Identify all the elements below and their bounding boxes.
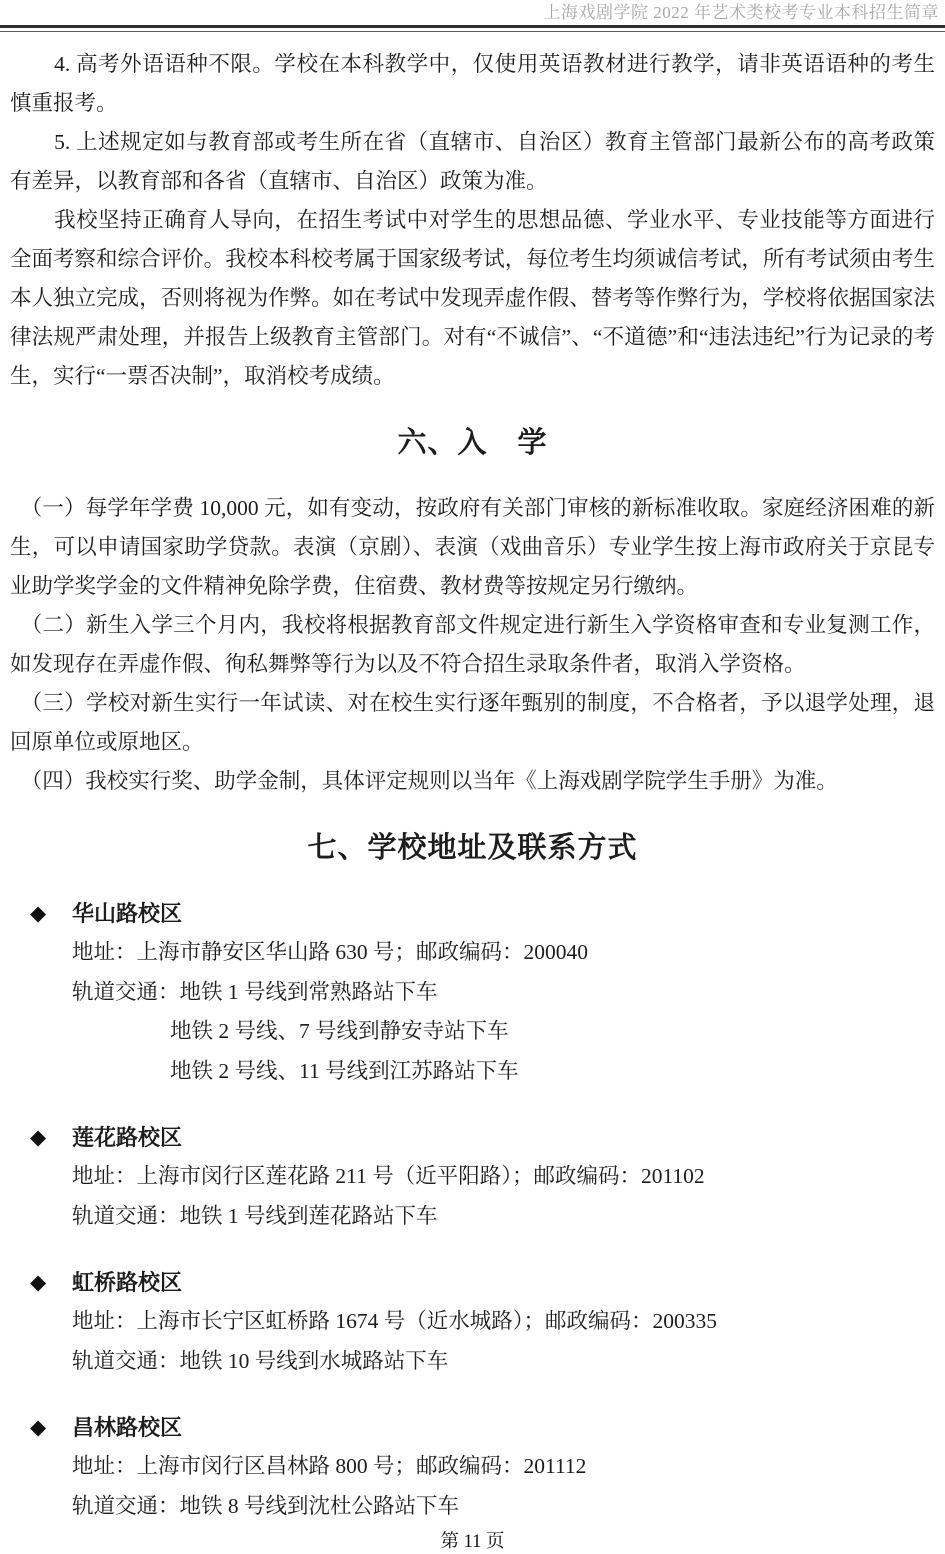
campus-address: 地址：上海市长宁区虹桥路 1674 号（近水城路）；邮政编码：200335 [72,1309,718,1333]
document-content [0,45,945,1526]
diamond-bullet-icon: ◆ [30,901,47,925]
campus-header [10,1118,935,1157]
campus-details [72,1302,935,1381]
campus-changlin-road [10,1408,935,1526]
campus-hongqiao-road [10,1263,935,1381]
paragraph-integrity: 我校坚持正确育人导向，在招生考试中对学生的思想品德、学业水平、专业技能等方面进行全面考察和综合评价。我校本科校考属于国家级考试，每位考生均须诚信考试，所有考试须由考生本人独立完成，否则将视为作弊。如在考试中发现弄虚作假、替考等作弊行为，学校将依据国家法律法规严肃处理，并报告上级教育主管部门。对有“不诚信”、“不道德”和“违法违纪”行为记录的考生，实行“一票否决制”，取消校考成绩。 [10,208,935,388]
campus-header [10,1263,935,1302]
campus-huashan-road [10,894,935,1091]
page-header [0,0,945,32]
paragraph-rule-5: 5. 上述规定如与教育部或考生所在省（直辖市、自治区）教育主管部门最新公布的高考政策有差异，以教育部和各省（直辖市、自治区）政策为准。 [10,130,935,193]
section-title-contact: 七、学校地址及联系方式 [307,832,638,864]
page-number: 第 11 页 [440,1532,505,1552]
enrollment-item-3: （三）学校对新生实行一年试读、对在校生实行逐年甄别的制度，不合格者，予以退学处理，退回原单位或原地区。 [10,691,935,754]
enrollment-item-1: （一）每学年学费 10,000 元，如有变动，按政府有关部门审核的新标准收取。家庭经济困难的新生，可以申请国家助学贷款。表演（京剧）、表演（戏曲音乐）专业学生按上海市政府关于京昆专业助学奖学金的文件精神免除学费，住宿费、教材费等按规定另行缴纳。 [10,496,935,598]
campus-transit-line: 地铁 2 号线、11 号线到江苏路站下车 [170,1058,519,1083]
campus-name: 莲花路校区 [72,1125,183,1150]
campus-address: 地址：上海市闵行区昌林路 800 号；邮政编码：201112 [72,1454,587,1478]
section-title-enrollment: 六、入 学 [397,427,548,459]
campus-header [10,894,935,933]
diamond-bullet-icon: ◆ [30,1415,47,1439]
campus-transit-line: 轨道交通：地铁 10 号线到水城路站下车 [72,1348,449,1373]
campus-name: 虹桥路校区 [72,1270,183,1295]
campus-transit-line: 轨道交通：地铁 8 号线到沈杜公路站下车 [72,1493,460,1518]
campus-address: 地址：上海市静安区华山路 630 号；邮政编码：200040 [72,940,589,964]
campus-transit-line: 轨道交通：地铁 1 号线到莲花路站下车 [72,1203,438,1228]
campus-details [72,933,935,1091]
diamond-bullet-icon: ◆ [30,1270,47,1294]
header-divider [0,25,945,32]
header-title: 上海戏剧学院 2022 年艺术类校考专业本科招生简章 [543,3,939,22]
paragraph-rule-4: 4. 高考外语语种不限。学校在本科教学中，仅使用英语教材进行教学，请非英语语种的考生慎重报考。 [10,52,935,115]
campus-address: 地址：上海市闵行区莲花路 211 号（近平阳路）；邮政编码：201102 [72,1164,705,1188]
enrollment-item-4: （四）我校实行奖、助学金制，具体评定规则以当年《上海戏剧学院学生手册》为准。 [20,769,838,793]
diamond-bullet-icon: ◆ [30,1125,47,1149]
campus-details [72,1447,935,1526]
campus-transit-line: 地铁 2 号线、7 号线到静安寺站下车 [170,1019,509,1043]
campus-name: 华山路校区 [72,901,183,926]
campus-transit-line: 轨道交通：地铁 1 号线到常熟路站下车 [72,979,438,1004]
campus-lianhua-road [10,1118,935,1236]
enrollment-item-2: （二）新生入学三个月内，我校将根据教育部文件规定进行新生入学资格审查和专业复测工作，如发现存在弄虚作假、徇私舞弊等行为以及不符合招生录取条件者，取消入学资格。 [10,613,935,676]
campus-details [72,1157,935,1236]
campus-name: 昌林路校区 [72,1415,183,1440]
campus-header [10,1408,935,1447]
